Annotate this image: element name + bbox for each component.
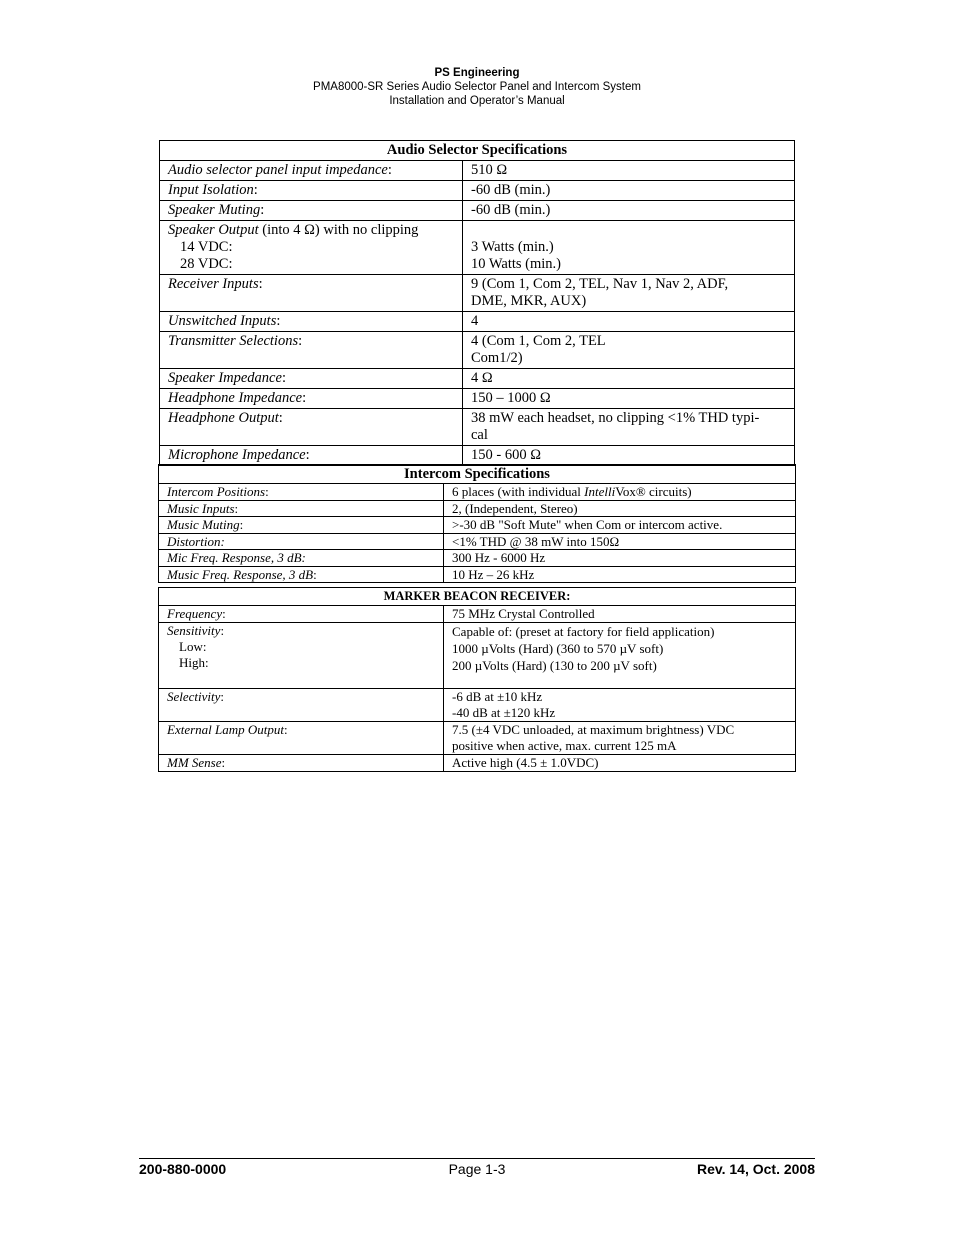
spec-value: 38 mW each headset, no clipping <1% THD typi-	[471, 410, 760, 426]
spec-label: Mic Freq. Response, 3 dB:	[167, 550, 306, 565]
intercom-title: Intercom Specifications	[159, 465, 796, 484]
spec-label: Selectivity	[167, 689, 221, 704]
table-row	[159, 533, 796, 550]
spec-value: Capable of: (preset at factory for field application)	[452, 624, 715, 639]
table-row: Music Freq. Response, 3 dB: 10 Hz – 26 kHz	[159, 566, 796, 583]
table-row: MM Sense: Active high (4.5 ± 1.0VDC)	[159, 755, 796, 772]
spec-sublabel: High:	[179, 655, 209, 670]
spec-label: Distortion:	[167, 533, 225, 549]
spec-value-brand: Intelli	[584, 484, 616, 499]
table-row	[160, 221, 795, 275]
spec-value-line2: DME, MKR, AUX)	[471, 293, 587, 309]
spec-value: >-30 dB "Soft Mute" when Com or intercom active.	[444, 517, 796, 534]
table-row: Transmitter Selections: 4 (Com 1, Com 2, TEL Com1/2)	[160, 332, 795, 369]
table-row: Input Isolation: -60 dB (min.)	[160, 181, 795, 201]
spec-value: 4	[463, 312, 795, 332]
spec-value-suffix: Vox® circuits)	[615, 484, 692, 499]
spec-value-line2: -40 dB at ±120 kHz	[452, 705, 556, 720]
spec-label: Receiver Inputs	[168, 276, 259, 292]
company-name: PS Engineering	[434, 67, 520, 79]
part-number: 200-880-0000	[139, 1161, 227, 1177]
table-row: Unswitched Inputs: 4	[160, 312, 795, 332]
page-footer	[139, 1161, 815, 1179]
spec-label: Speaker Impedance	[168, 370, 282, 386]
spec-value: 510 Ω	[463, 161, 795, 181]
spec-value: -6 dB at ±10 kHz	[452, 689, 543, 704]
table-row: Headphone Output: 38 mW each headset, no clipping <1% THD typi- cal	[160, 409, 795, 446]
intercom-spec-table	[158, 464, 796, 583]
table-row: Headphone Impedance: 150 – 1000 Ω	[160, 389, 795, 409]
spec-label: Speaker Muting	[168, 202, 261, 218]
table-row: Selectivity: -6 dB at ±10 kHz -40 dB at ±120 kHz	[159, 689, 796, 722]
table-row: Sensitivity: Low: High: Capable of: (preset at factory for field application) 1000 µVolts (Hard) (360 to 570 µV soft) 200 µVolts (Hard) (130 to 200 µV soft)	[159, 623, 796, 689]
manual-type: Installation and Operator’s Manual	[389, 95, 565, 107]
page-header	[0, 66, 954, 108]
spec-value: -60 dB (min.)	[463, 181, 795, 201]
page-number: Page 1-3	[448, 1161, 506, 1177]
spec-label: Sensitivity	[167, 623, 221, 638]
spec-value: 10 Watts (min.)	[471, 256, 561, 272]
spec-label: Music Muting	[167, 517, 240, 532]
spec-value: 4 (Com 1, Com 2, TEL	[471, 333, 606, 349]
spec-value: 9 (Com 1, Com 2, TEL, Nav 1, Nav 2, ADF,	[471, 276, 729, 292]
spec-sublabel: 28 VDC:	[180, 256, 233, 272]
spec-value-line3: 200 µVolts (Hard) (130 to 200 µV soft)	[452, 658, 657, 673]
spec-label: Input Isolation	[168, 182, 254, 198]
spec-label: Frequency	[167, 606, 223, 621]
spec-label: Audio selector panel input impedance	[168, 162, 388, 178]
spec-value: 6 places (with individual	[452, 484, 585, 499]
table-row: Music Inputs: 2, (Independent, Stereo)	[159, 500, 796, 517]
spec-value-line2: Com1/2)	[471, 350, 523, 366]
spec-value: 150 – 1000 Ω	[463, 389, 795, 409]
manual-subtitle: PMA8000-SR Series Audio Selector Panel and Intercom System	[313, 81, 641, 93]
table-row: Music Muting: >-30 dB "Soft Mute" when Com or intercom active.	[159, 517, 796, 534]
spec-value: 4 Ω	[463, 369, 795, 389]
spec-value: 300 Hz - 6000 Hz	[444, 550, 796, 567]
table-row: Speaker Muting: -60 dB (min.)	[160, 201, 795, 221]
marker-beacon-title: MARKER BEACON RECEIVER:	[159, 588, 796, 606]
spec-label: Speaker Output	[168, 222, 259, 238]
table-row: External Lamp Output: 7.5 (±4 VDC unloaded, at maximum brightness) VDC positive when active, max. current 125 mA	[159, 722, 796, 755]
spec-value-line2: 1000 µVolts (Hard) (360 to 570 µV soft)	[452, 641, 664, 656]
spec-value: 3 Watts (min.)	[471, 239, 554, 255]
table-row: Microphone Impedance: 150 - 600 Ω	[160, 446, 795, 466]
spec-label: Music Inputs	[167, 500, 235, 516]
spec-label: Transmitter Selections	[168, 333, 299, 349]
spec-label: Music Freq. Response, 3 dB	[167, 566, 314, 582]
table-row: Frequency: 75 MHz Crystal Controlled	[159, 606, 796, 623]
spec-label: Headphone Output	[168, 410, 279, 426]
table-row: Intercom Positions: 6 places (with individual IntelliVox® circuits)	[159, 484, 796, 501]
spec-label: MM Sense	[167, 755, 222, 770]
spec-value: 2, (Independent, Stereo)	[444, 500, 796, 517]
audio-selector-spec-table	[159, 140, 795, 466]
spec-label: Intercom Positions	[167, 484, 266, 499]
spec-label: Unswitched Inputs	[168, 313, 277, 329]
spec-value: 10 Hz – 26 kHz	[444, 566, 796, 583]
table-row: Audio selector panel input impedance: 510 Ω	[160, 161, 795, 181]
revision: Rev. 14, Oct. 2008	[696, 1161, 815, 1177]
spec-value-line2: cal	[471, 427, 488, 443]
spec-label: External Lamp Output	[167, 722, 284, 737]
spec-sublabel: Low:	[179, 639, 207, 654]
table-row: Receiver Inputs: 9 (Com 1, Com 2, TEL, Nav 1, Nav 2, ADF, DME, MKR, AUX)	[160, 275, 795, 312]
spec-label: Microphone Impedance	[168, 447, 306, 463]
spec-value: 75 MHz Crystal Controlled	[444, 606, 796, 623]
footer-divider	[139, 1158, 815, 1159]
spec-sublabel: 14 VDC:	[180, 239, 233, 255]
spec-value-line2: positive when active, max. current 125 mA	[452, 738, 677, 753]
audio-selector-title: Audio Selector Specifications	[160, 141, 795, 161]
spec-label: Headphone Impedance	[168, 390, 303, 406]
spec-value: 7.5 (±4 VDC unloaded, at maximum brightness) VDC	[452, 722, 735, 737]
table-row	[159, 550, 796, 567]
spec-value: <1% THD @ 38 mW into 150Ω	[444, 533, 796, 550]
spec-value: 150 - 600 Ω	[463, 446, 795, 466]
spec-value: -60 dB (min.)	[463, 201, 795, 221]
table-row: Speaker Impedance: 4 Ω	[160, 369, 795, 389]
spec-value: Active high (4.5 ± 1.0VDC)	[444, 755, 796, 772]
marker-beacon-spec-table	[158, 587, 796, 772]
spec-label-suffix: (into 4 Ω) with no clipping	[258, 222, 419, 238]
